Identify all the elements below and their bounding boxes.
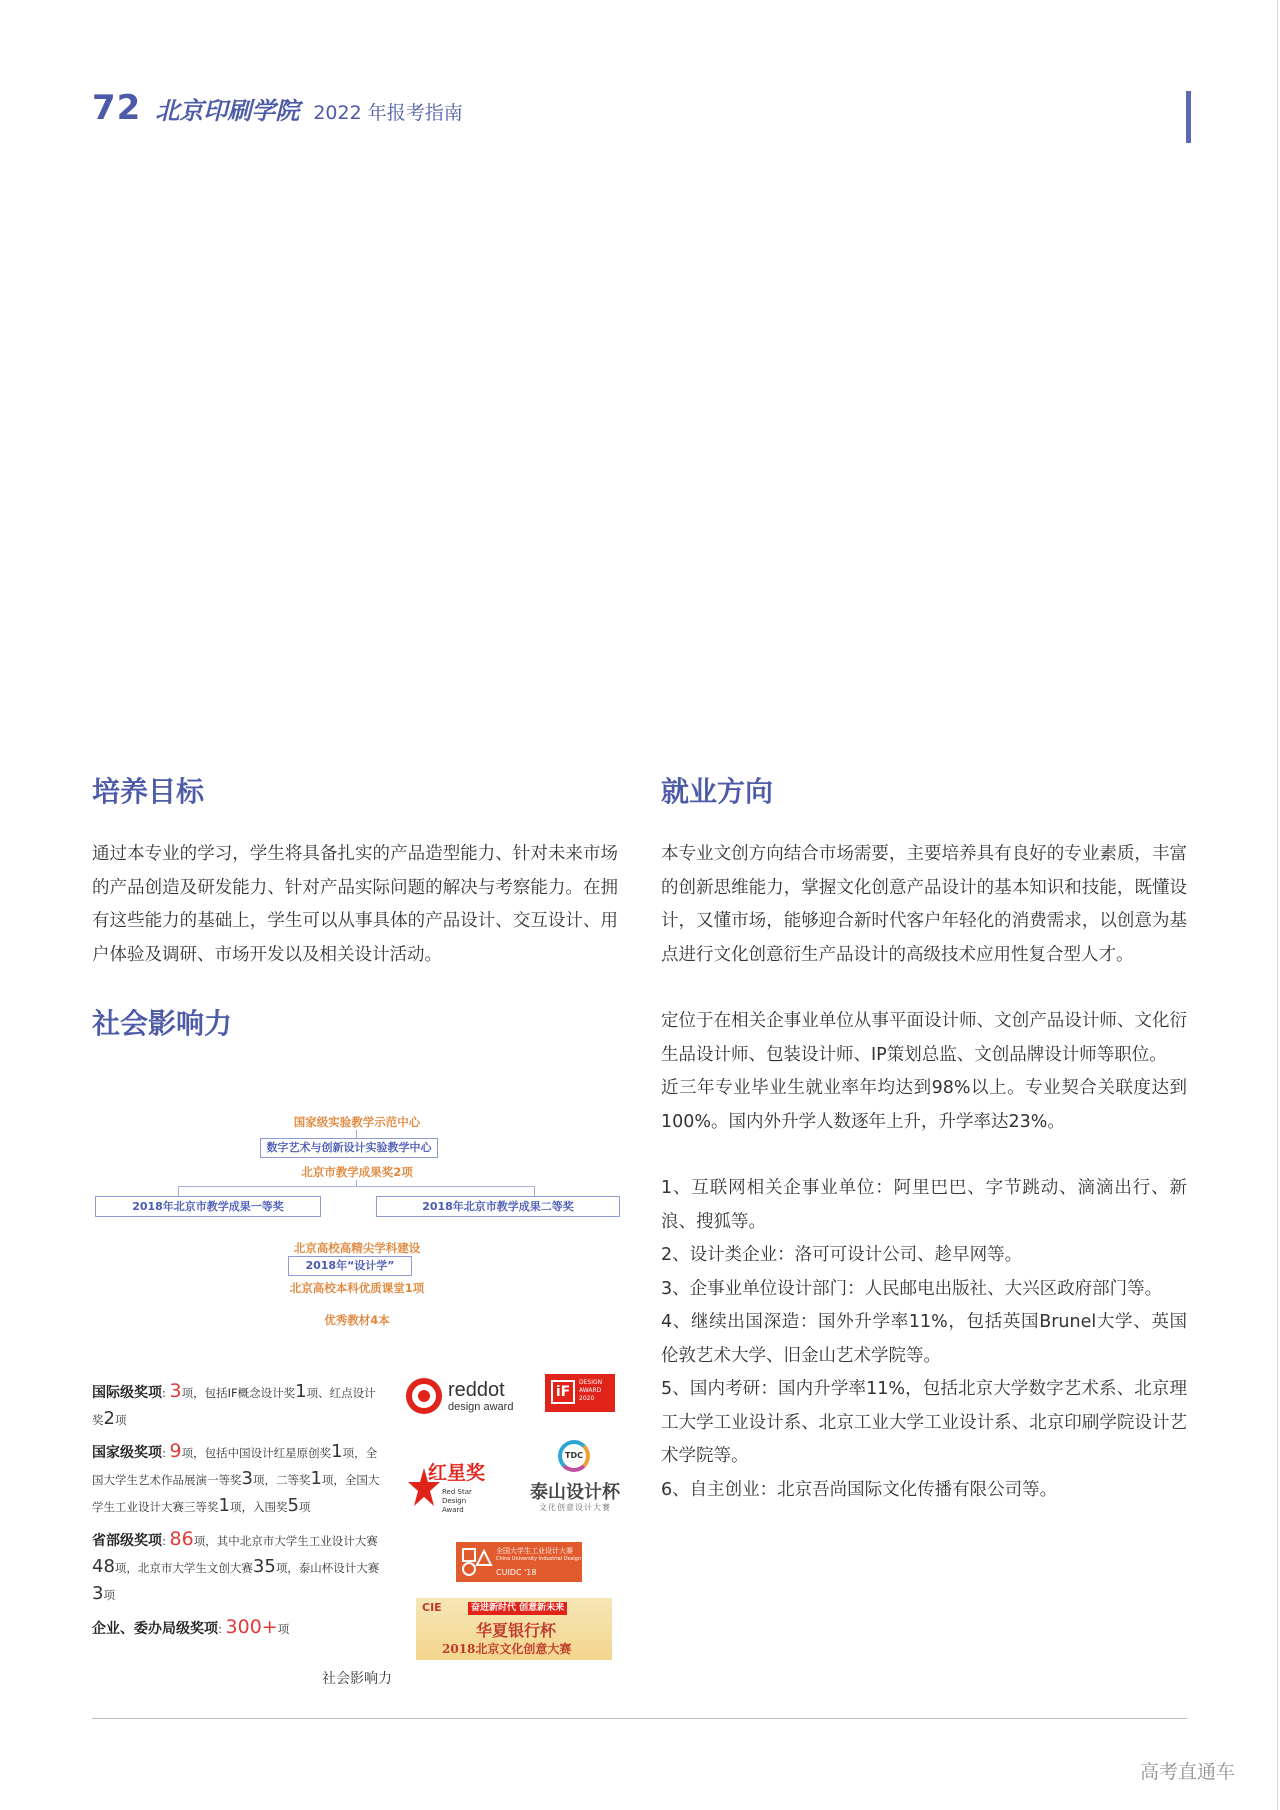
cuidc-icon <box>462 1547 492 1577</box>
list-item: 2、设计类企业：洛可可设计公司、趁早网等。 <box>661 1245 1023 1265</box>
impact-diagram <box>92 1108 622 1338</box>
diagram-first-prize: 2018年北京市教学成果一等奖 <box>95 1196 321 1217</box>
reddot-logo <box>404 1374 516 1418</box>
training-heading: 培养目标 <box>92 775 205 808</box>
taishan-logo <box>526 1440 622 1526</box>
huaxia-sub: 2018北京文化创意大赛 <box>442 1642 572 1656</box>
cuidc-cn: 全国大学生工业设计大赛 <box>496 1547 573 1555</box>
impact-heading: 社会影响力 <box>92 1007 233 1040</box>
career-list <box>661 1172 1187 1507</box>
redstar-cn: 红星奖 <box>428 1462 486 1484</box>
career-heading: 就业方向 <box>661 775 774 808</box>
diagram-connector <box>178 1186 179 1196</box>
svg-text:design award: design award <box>448 1401 514 1413</box>
page-header <box>92 88 463 132</box>
huaxia-title: 华夏银行杯 <box>476 1621 557 1640</box>
list-item: 1、互联网相关企事业单位：阿里巴巴、字节跳动、滴滴出行、新浪、搜狐等。 <box>661 1178 1187 1232</box>
impact-caption: 社会影响力 <box>322 1671 392 1687</box>
huaxia-slogan: 奋进新时代 创意新未来 <box>468 1602 567 1615</box>
header-accent-bar <box>1186 91 1191 143</box>
tdc-badge: TDC <box>558 1440 590 1472</box>
page-edge-line <box>1277 0 1278 1810</box>
diagram-discipline: 北京高校高精尖学科建设 <box>293 1241 421 1255</box>
diagram-lab: 数字艺术与创新设计实验教学中心 <box>260 1138 438 1158</box>
left-column <box>92 772 618 1044</box>
diagram-textbooks: 优秀教材4本 <box>324 1313 390 1327</box>
cuidc-logo <box>456 1542 614 1582</box>
cuidc-en: China University Industrial Design Competition <box>496 1556 614 1562</box>
if-award-text: DESIGN AWARD 2020 <box>579 1379 603 1402</box>
award-international: 国际级奖项: 3项，包括IF概念设计奖1项、红点设计奖2项 <box>92 1380 376 1429</box>
redstar-en: Red Star Design Award <box>442 1488 472 1514</box>
diagram-connector <box>356 1130 357 1138</box>
if-mark: iF <box>551 1380 575 1404</box>
award-national: 国家级奖项: 9项，包括中国设计红星原创奖1项，全国大学生艺术作品展演一等奖3项，二等奖1项，全国大学生工业设计大赛三等奖1项，入围奖5项 <box>92 1440 380 1516</box>
footer-divider <box>92 1718 1187 1719</box>
list-item: 5、国内考研：国内升学率11%，包括北京大学数字艺术系、北京理工大学工业设计系、北京工业大学工业设计系、北京印刷学院设计艺术学院等。 <box>661 1379 1187 1466</box>
reddot-icon <box>404 1374 516 1418</box>
redstar-logo <box>406 1454 492 1518</box>
if-award-logo <box>545 1374 615 1412</box>
diagram-second-prize: 2018年北京市教学成果二等奖 <box>376 1196 620 1217</box>
diagram-design-course: 2018年“设计学” <box>288 1256 412 1276</box>
list-item: 3、企事业单位设计部门：人民邮电出版社、大兴区政府部门等。 <box>661 1278 1163 1299</box>
diagram-connector <box>534 1186 535 1196</box>
huaxia-logo <box>416 1598 612 1660</box>
diagram-teach-award: 北京市教学成果奖2项 <box>301 1165 413 1179</box>
cie-mark: CIE <box>422 1601 442 1614</box>
diagram-center: 国家级实验教学示范中心 <box>293 1115 421 1129</box>
svg-text:reddot: reddot <box>448 1379 505 1401</box>
right-column <box>661 772 1187 1507</box>
guide-title: 2022 年报考指南 <box>313 102 463 124</box>
training-text: 通过本专业的学习，学生将具备扎实的产品造型能力、针对未来市场的产品创造及研发能力、针对产品实际问题的解决与考察能力。在拥有这些能力的基础上，学生可以从事具体的产品设计、交互设计、用户体验及调研、市场开发以及相关设计活动。 <box>92 844 618 965</box>
award-logos <box>400 1368 630 1668</box>
page-number: 72 <box>92 88 142 128</box>
career-para2: 定位于在相关企事业单位从事平面设计师、文创产品设计师、文化衍生品设计师、包装设计师、IP策划总监、文创品牌设计师等职位。 <box>661 1011 1187 1065</box>
taishan-sub: 文化创意设计大赛 <box>539 1503 611 1512</box>
diagram-quality-course: 北京高校本科优质课堂1项 <box>289 1281 425 1295</box>
career-para1: 本专业文创方向结合市场需要，主要培养具有良好的专业素质，丰富的创新思维能力，掌握文化创意产品设计的基本知识和技能，既懂设计，又懂市场，能够迎合新时代客户年轻化的消费需求，以创意为基点进行文化创意衍生产品设计的高级技术应用性复合型人才。 <box>661 844 1187 965</box>
award-enterprise: 企业、委办局级奖项: 300+项 <box>92 1616 290 1638</box>
diagram-connector <box>178 1186 534 1187</box>
school-name: 北京印刷学院 <box>155 96 300 125</box>
list-item: 4、继续出国深造：国外升学率11%，包括英国Brunel大学、英国伦敦艺术大学、旧金山艺术学院等。 <box>661 1312 1187 1366</box>
list-item: 6、自主创业：北京吾尚国际文化传播有限公司等。 <box>661 1479 1058 1500</box>
taishan-cn: 泰山设计杯 <box>530 1482 620 1503</box>
career-para3: 近三年专业毕业生就业率年均达到98%以上。专业契合关联度达到100%。国内外升学人数逐年上升，升学率达23%。 <box>661 1078 1187 1132</box>
watermark: 高考直通车 <box>1140 1761 1236 1783</box>
award-provincial: 省部级奖项: 86项，其中北京市大学生工业设计大赛48项，北京市大学生文创大赛35项，泰山杯设计大赛3项 <box>92 1528 380 1604</box>
cuidc-code: CUIDC '18 <box>496 1568 537 1577</box>
